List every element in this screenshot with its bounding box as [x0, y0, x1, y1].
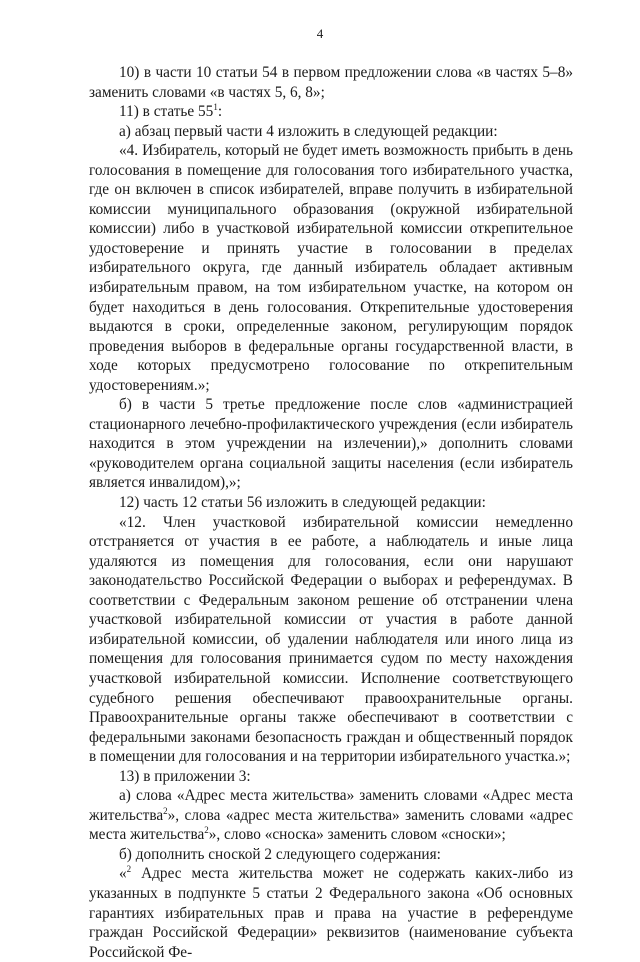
paragraph-text: 10) в части 10 статьи 54 в первом предложении слова «в частях 5–8» заменить словами «в частях 5, 6, 8»; [89, 64, 573, 101]
paragraph-text: б) в части 5 третье предложение после слов «администрацией стационарного лечебно-профилактического учреждения (если избиратель находится в этом учреждении на излечении),» дополнить словами «руководителем органа социальной защиты населения (если избиратель является инвалидом),»; [89, 396, 573, 492]
paragraph [89, 102, 573, 122]
paragraph-text: б) дополнить сноской 2 следующего содержания: [119, 845, 441, 863]
paragraph-text: « [119, 865, 127, 883]
paragraph-text: 13) в приложении 3: [119, 767, 251, 785]
paragraph [89, 864, 573, 962]
paragraph-text: 12) часть 12 статьи 56 изложить в следующей редакции: [119, 494, 486, 512]
paragraph-text: : [217, 103, 223, 121]
paragraph-text: », слова «адрес места жительства» заменить словами «адрес места жительства [89, 806, 573, 844]
paragraph-text: «12. Член участковой избирательной комиссии немедленно отстраняется от участия в ее работе, а наблюдатель и иные лица удаляются из помещения для голосования, если они нарушают законодательство Российской Федерации о выборах и референдумах. В соответствии с Федеральным законом решение об отстранении члена участковой избирательной комиссии от участия в работе данной избирательной комиссии, об удалении наблюдателя или иного лица из помещения для голосования принимается судом по месту нахождения участковой избирательной комиссии. Исполнение соответствующего судебного решения обеспечивают правоохранительные органы. Правоохранительные органы также обеспечивают в соответствии с федеральными законами безопасность граждан и общественный порядок в помещении для голосования и на территории избирательного участка.»; [89, 513, 573, 766]
paragraph-text: », слово «сноска» заменить словом «сноски»; [208, 826, 506, 844]
paragraph [89, 63, 573, 102]
page-number: 4 [316, 26, 324, 41]
paragraph-text: а) слова «Адрес места жительства» заменить словами «Адрес места жительства [89, 787, 573, 824]
footnote-marker: 2 [126, 864, 132, 875]
footnote-marker: 1 [213, 102, 218, 113]
paragraph [89, 767, 573, 787]
paragraph [89, 395, 573, 493]
footnote-marker: 2 [204, 825, 209, 836]
paragraph [89, 513, 573, 767]
paragraph-text: а) абзац первый части 4 изложить в следующей редакции: [119, 122, 498, 140]
paragraph [89, 786, 573, 845]
paragraph [89, 493, 573, 513]
document-body [89, 63, 573, 962]
paragraph-text: Адрес места жительства может не содержать каких-либо из указанных в подпункте 5 статьи 2 Федерального закона «Об основных гарантиях избирательных прав и права на участие в референдуме граждан Российской Федерации» реквизитов (наименование субъекта Российской Фе- [89, 865, 573, 961]
paragraph-text: 11) в статье 55 [119, 103, 214, 121]
paragraph [89, 141, 573, 395]
footnote-marker: 2 [163, 805, 168, 816]
paragraph [89, 845, 573, 865]
paragraph [89, 122, 573, 142]
paragraph-text: «4. Избиратель, который не будет иметь возможность прибыть в день голосования в помещение для голосования того избирательного участка, где он включен в список избирателей, вправе получить в избирательной комиссии муниципального образования (окружной избирательной комиссии) либо в участковой избирательной комиссии открепительное удостоверение и принять участие в голосовании в пределах избирательного округа, где данный избиратель обладает активным избирательным правом, на том избирательном участке, на котором он будет находиться в день голосования. Открепительные удостоверения выдаются в сроки, определенные законом, регулирующим порядок проведения выборов в федеральные органы государственной власти, в ходе которых предусмотрено голосование по открепительным удостоверениям.»; [89, 142, 573, 394]
